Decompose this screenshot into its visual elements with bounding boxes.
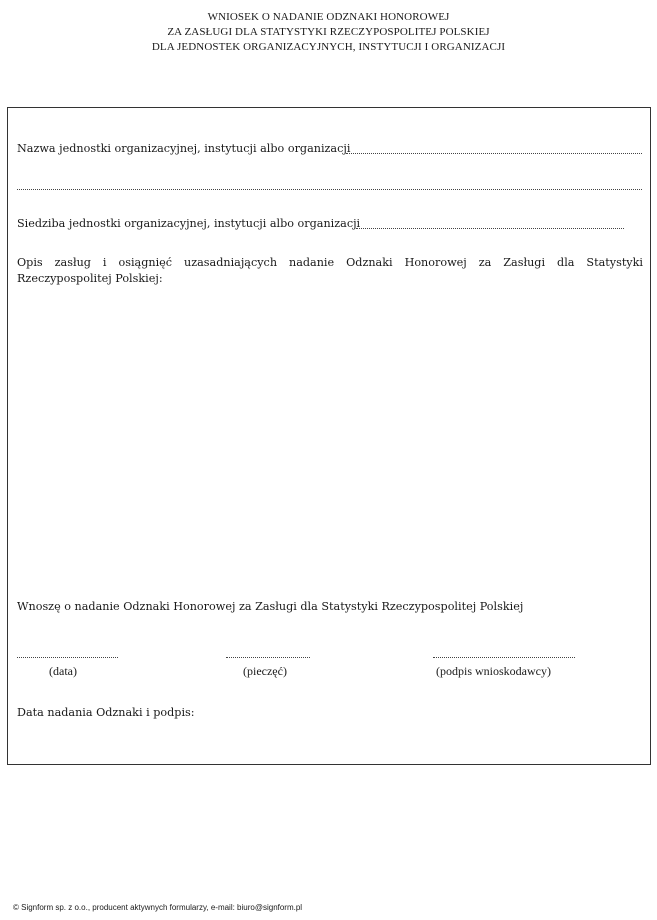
organization-seat-field[interactable] xyxy=(356,228,624,229)
date-field[interactable] xyxy=(17,657,118,658)
footer-copyright: © Signform sp. z o.o., producent aktywnych formularzy, e-mail: biuro@signform.pl xyxy=(13,903,303,912)
applicant-signature-field[interactable] xyxy=(433,657,575,658)
document-header xyxy=(0,10,657,55)
organization-name-label: Nazwa jednostki organizacyjnej, instytucji albo organizacji xyxy=(17,142,351,155)
application-form xyxy=(7,107,651,765)
merits-description-label: Opis zasług i osiągnięć uzasadniających nadanie Odznaki Honorowej za Zasługi dla Statystyki Rzeczypospolitej Polskiej: xyxy=(17,256,643,285)
stamp-field[interactable] xyxy=(226,657,310,658)
organization-name-field-continued[interactable] xyxy=(17,189,642,190)
award-date-field[interactable] xyxy=(188,702,638,742)
request-statement: Wnoszę o nadanie Odznaki Honorowej za Zasługi dla Statystyki Rzeczypospolitej Polskiej xyxy=(17,600,524,613)
header-line-3: DLA JEDNOSTEK ORGANIZACYJNYCH, INSTYTUCJI I ORGANIZACJI xyxy=(151,41,506,53)
header-line-2: ZA ZASŁUGI DLA STATYSTYKI RZECZYPOSPOLITEJ POLSKIEJ xyxy=(167,26,490,38)
header-line-1: WNIOSEK O NADANIE ODZNAKI HONOROWEJ xyxy=(207,11,450,23)
merits-description-area[interactable] xyxy=(17,290,643,590)
stamp-label: (pieczęć) xyxy=(243,664,287,678)
applicant-signature-label: (podpis wnioskodawcy) xyxy=(436,664,551,678)
organization-name-field[interactable] xyxy=(346,153,642,154)
organization-seat-label: Siedziba jednostki organizacyjnej, instytucji albo organizacji xyxy=(17,217,361,230)
award-date-label: Data nadania Odznaki i podpis: xyxy=(17,706,195,719)
date-label: (data) xyxy=(49,664,77,678)
